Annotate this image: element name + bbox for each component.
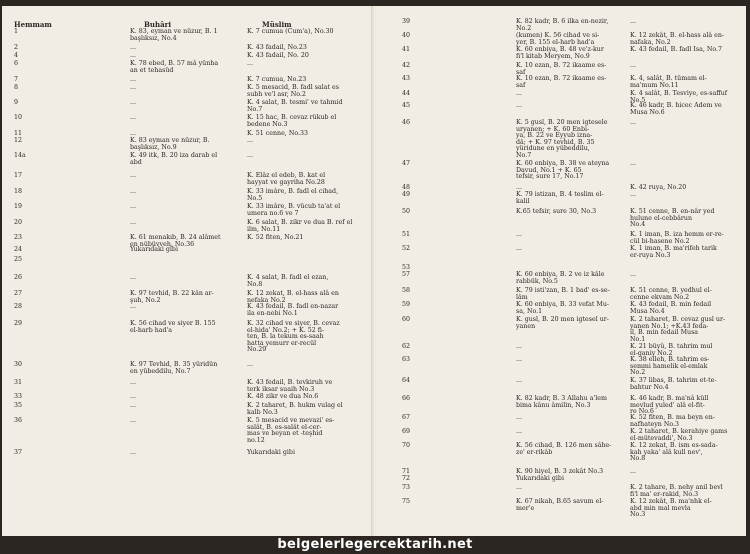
muslim-reference: K. 1 iman, B. iza hemm er-re- cül bi-hasene No.2 <box>630 231 724 245</box>
hemmam-number: 52 <box>402 245 411 252</box>
buhari-reference: K. 10 ezan, B. 72 ikaame es- saf <box>516 62 607 76</box>
buhari-reference: K. 60 enbiya, B. 48 ve'z-kur fi'l kitab Meryem, No.9 <box>516 46 604 60</box>
hemmam-number: 29 <box>14 320 23 327</box>
buhari-reference: ... <box>130 76 137 83</box>
muslim-reference: K. 4 salât, B. Tesviye, es-saffuf No.5 <box>630 90 728 104</box>
buhari-reference: K. 97 Tevhid, B. 35 yüridün en yübeddilu, No.7 <box>130 361 218 375</box>
buhari-reference: K. 97 tevhid, B. 22 kân ar- şuh, No.2 <box>130 290 214 304</box>
buhari-reference: ... <box>130 274 137 281</box>
buhari-reference: (kumen) K. 56 cihad ve si- yer, B. 155 el-harb had'a <box>516 32 600 46</box>
muslim-reference: ... <box>630 119 637 126</box>
muslim-reference: K. 7 cumua, No.23 <box>247 76 307 83</box>
buhari-reference: K. 10 ezan, B. 72 ikaame es- saf <box>516 75 607 89</box>
hemmam-number: 50 <box>402 208 411 215</box>
buhari-reference: ... <box>130 172 137 179</box>
hemmam-number: 12 <box>14 137 23 144</box>
hemmam-number: 69 <box>402 428 411 435</box>
muslim-reference: K. 43 fedail, B. fadl Isa, No.7 <box>630 46 723 53</box>
muslim-reference: ... <box>630 160 637 167</box>
buhari-reference: ... <box>130 417 137 424</box>
buhari-reference: ... <box>516 356 523 363</box>
hemmam-number: 75 <box>402 498 411 505</box>
hemmam-number: 62 <box>402 343 411 350</box>
buhari-reference: ... <box>130 303 137 310</box>
header-buhari: Buhâri <box>144 20 171 29</box>
buhari-reference: K. 82 kadr, B. 6 ilka en-nezir, No.2 <box>516 18 609 32</box>
buhari-reference: ... <box>516 245 523 252</box>
hemmam-number: 20 <box>14 219 23 226</box>
left-page <box>2 6 374 536</box>
hemmam-number: 47 <box>402 160 411 167</box>
muslim-reference: K. 33 imâre, B. vücub ta'at el umera no.6 ve 7 <box>247 203 341 217</box>
hemmam-number: 51 <box>402 231 411 238</box>
hemmam-number: 70 <box>402 442 411 449</box>
muslim-reference: K. 37 libas, B. tahrim et-te- bahtur No.4 <box>630 377 717 391</box>
buhari-reference: K. 61 menakıb, B. 24 alâmet en nübüvveh, No.36 <box>130 234 221 248</box>
hemmam-number: 7 <box>14 76 19 83</box>
hemmam-number: 67 <box>402 414 411 421</box>
muslim-reference: K. 15 hac, B. cevaz rükub el bedene No.3 <box>247 114 337 128</box>
muslim-reference: K. 7 cumua (Cum'a), No.30 <box>247 28 334 35</box>
muslim-reference: ... <box>247 361 254 368</box>
muslim-reference: ... <box>630 18 637 25</box>
hemmam-number: 8 <box>14 84 19 91</box>
muslim-reference: K. 12 zekat, B. el-hass alâ en nefaka No.2 <box>247 290 339 304</box>
buhari-reference: K. 82 kadr, B. 3 Allahu a'lem bima kânu âmilin, No.3 <box>516 395 607 409</box>
muslim-reference: K. 46 kadr, B. ma'nâ küll mevlud yuled' alâ el-fit- re No.6 <box>630 395 709 416</box>
buhari-reference: K. 90 hiyel, B. 3 zekât No.3 <box>516 468 604 475</box>
muslim-reference: K. 12 zekat, B. ism es-sada- kah yaka' alâ kull nev', No.8 <box>630 442 718 463</box>
muslim-reference: ... <box>247 137 254 144</box>
muslim-reference: ... <box>630 271 637 278</box>
buhari-reference: K.65 tefsir, sure 30, No.3 <box>516 208 597 215</box>
buhari-reference: ... <box>516 102 523 109</box>
buhari-reference: Yukarıdaki gibi <box>130 246 178 253</box>
buhari-reference: ... <box>516 343 523 350</box>
hemmam-number: 46 <box>402 119 411 126</box>
hemmam-number: 44 <box>402 90 411 97</box>
muslim-reference: K. 51 cenne, B. en-nâr yed hulune el-cebbârun No.4 <box>630 208 715 229</box>
muslim-reference: K. 48 zikr ve dua No.6 <box>247 393 319 400</box>
hemmam-number: 14a <box>14 152 26 159</box>
muslim-reference: ... <box>630 62 637 69</box>
buhari-reference: K. 60 enbiya, B. 2 ve iz kâle rabbük, No.5 <box>516 271 605 285</box>
hemmam-number: 39 <box>402 18 411 25</box>
hemmam-number: 60 <box>402 316 411 323</box>
hemmam-number: 66 <box>402 395 411 402</box>
hemmam-number: 41 <box>402 46 411 53</box>
hemmam-number: 18 <box>14 188 23 195</box>
buhari-reference: ... <box>130 44 137 51</box>
header-hemmam: Hemmam <box>14 20 52 29</box>
hemmam-number: 73 <box>402 484 411 491</box>
muslim-reference: K. 46 kadr, B. hicec Adem ve Musa No.6 <box>630 102 722 116</box>
buhari-reference: K. 5 gusl, B. 20 men igtesele uryanen; + K. 60 Enbi- ya, B. 22 ve Eyyub izna- dâ; + K. 97 tevhid, B. 35 yüridune en yübeddilu, No.7 <box>516 119 608 159</box>
buhari-reference: K. 56 cihad ve siyer B. 155 el-harb had'a <box>130 320 216 334</box>
buhari-reference: K. 83 eyman ve nüzur, B. başlıksız, No.9 <box>130 137 210 151</box>
buhari-reference: K. 56 cihad, B. 126 men sâhe- ze' er-rikâb <box>516 442 612 456</box>
hemmam-number: 11 <box>14 130 23 137</box>
muslim-reference: K. 43 fadail, No.23 <box>247 44 307 51</box>
buhari-reference: ... <box>516 484 523 491</box>
buhari-reference: K. 79 isti'zan, B. 1 bad' es-se- lâm <box>516 287 610 301</box>
hemmam-number: 57 <box>402 271 411 278</box>
hemmam-number: 1 <box>14 28 19 35</box>
hemmam-number: 72 <box>402 475 411 482</box>
hemmam-number: 23 <box>14 234 23 241</box>
muslim-reference: K. 4 salat, B. fadl el ezan, No.8 <box>247 274 329 288</box>
muslim-reference: K. 4 salat, B. tesmi' ve tahmid No.7 <box>247 99 343 113</box>
muslim-reference: K. 4, salât, B. tümam el- ma'mum No.11 <box>630 75 707 89</box>
muslim-reference: K. 5 mesacid, B. fadl salat es subh ve'l asr, No.2 <box>247 84 339 98</box>
hemmam-number: 64 <box>402 377 411 384</box>
buhari-reference: K. 49 itk, B. 20 iza darab el abd <box>130 152 218 166</box>
muslim-reference: K. 1 iman, B. ma'rifeh tarik er-ruya No.3 <box>630 245 717 259</box>
hemmam-number: 4 <box>14 52 19 59</box>
muslim-reference: K. 33 imâre, B. fadl el cihad, No.5 <box>247 188 339 202</box>
hemmam-number: 71 <box>402 468 411 475</box>
muslim-reference: Yukarıdaki gibi <box>247 449 295 456</box>
muslim-reference: K. 52 fiten, No.21 <box>247 234 304 241</box>
hemmam-number: 37 <box>14 449 23 456</box>
muslim-reference: K. 6 salat, B. zikr ve dua B. ref el ilm, No.11 <box>247 219 353 233</box>
hemmam-number: 25 <box>14 256 23 263</box>
hemmam-number: 24 <box>14 246 23 253</box>
buhari-reference: ... <box>516 428 523 435</box>
hemmam-number: 26 <box>14 274 23 281</box>
buhari-reference: Yukarıdaki gibi <box>516 475 564 482</box>
hemmam-number: 10 <box>14 114 23 121</box>
muslim-reference: K. 12 zekât, B. el-hass alâ en- nafaka, No.2 <box>630 32 725 46</box>
muslim-reference: K. 43 fadail, No. 20 <box>247 52 309 59</box>
buhari-reference: ... <box>516 184 523 191</box>
hemmam-number: 2 <box>14 44 19 51</box>
muslim-reference: K. 21 büyû, B. tahrim mul el-ganiy No.2 <box>630 343 713 357</box>
muslim-reference: K. 42 ruya, No.20 <box>630 184 687 191</box>
muslim-reference: K. 43 fedail, B. min fedail Musa No.4 <box>630 301 712 315</box>
buhari-reference: K. 67 nikah, B.65 savum el- mer'e <box>516 498 604 512</box>
buhari-reference: ... <box>130 52 137 59</box>
hemmam-number: 19 <box>14 203 23 210</box>
hemmam-number: 33 <box>14 393 23 400</box>
hemmam-number: 48 <box>402 184 411 191</box>
buhari-reference: ... <box>130 449 137 456</box>
buhari-reference: K. 60 enbiya, B. 38 ve ateyna Davud, No.1 + K. 65 tefsir, sure 17, No.17 <box>516 160 610 181</box>
muslim-reference: ... <box>247 152 254 159</box>
hemmam-number: 17 <box>14 172 23 179</box>
header-muslim: Müslim <box>262 20 292 29</box>
hemmam-number: 36 <box>14 417 23 424</box>
muslim-reference: K. 52 fiten, B. ma beyn en- nafhateyn No.3 <box>630 414 715 428</box>
hemmam-number: 6 <box>14 60 19 67</box>
muslim-reference: K. 2 taharet, B. cevaz gusl ur- yanen No.1; +K.43 feda- il, B. min fedail Musa No.1 <box>630 316 726 343</box>
hemmam-number: 58 <box>402 287 411 294</box>
muslim-reference: K. 38 elleh, B. tahrim es- semmi hamelik el-emlak No.2 <box>630 356 710 377</box>
muslim-reference: ... <box>247 60 254 67</box>
muslim-reference: K. 2 taharet, B. hukm vulag el kalb No.3 <box>247 402 343 416</box>
buhari-reference: ... <box>130 203 137 210</box>
buhari-reference: ... <box>130 219 137 226</box>
muslim-reference: K. 12 zekât, B. ma'nhk el- abd min mal mevla No.3 <box>630 498 712 519</box>
muslim-reference: ... <box>630 191 637 198</box>
buhari-reference: K. 83, eyman ve nüzur, B. 1 başlıksız, No.4 <box>130 28 218 42</box>
buhari-reference: ... <box>516 414 523 421</box>
muslim-reference: K. 2 tahare, B. nehy anil bevl fi'l ma' er-rakid, No.3 <box>630 484 723 498</box>
buhari-reference: K. gusl, B. 20 men igtesel ur- yanen <box>516 316 609 330</box>
buhari-reference: ... <box>130 393 137 400</box>
hemmam-number: 31 <box>14 379 23 386</box>
hemmam-number: 49 <box>402 191 411 198</box>
hemmam-number: 53 <box>402 264 411 271</box>
muslim-reference: K. 43 fedail, B. fadl en-nazar ila en-nebi No.1 <box>247 303 339 317</box>
muslim-reference: K. 43 fedail, B. tevkiruh ve terk iksar suaih No.3 <box>247 379 333 393</box>
buhari-reference: ... <box>130 114 137 121</box>
watermark: belgelerlegercektarih.net <box>277 537 473 552</box>
buhari-reference: ... <box>130 379 137 386</box>
buhari-reference: ... <box>130 130 137 137</box>
buhari-reference: ... <box>516 90 523 97</box>
buhari-reference: ... <box>130 402 137 409</box>
muslim-reference: K. 51 cenne, No.33 <box>247 130 309 137</box>
muslim-reference: ... <box>630 468 637 475</box>
hemmam-number: 59 <box>402 301 411 308</box>
right-page <box>376 6 746 536</box>
buhari-reference: ... <box>130 99 137 106</box>
hemmam-number: 63 <box>402 356 411 363</box>
buhari-reference: ... <box>516 377 523 384</box>
muslim-reference: K. 51 cenne, B. yedhul el- cenne ekvam No.2 <box>630 287 712 301</box>
buhari-reference: K. 79 istizan, B. 4 teslim el- kalil <box>516 191 604 205</box>
buhari-reference: ... <box>516 231 523 238</box>
hemmam-number: 30 <box>14 361 23 368</box>
buhari-reference: K. 60 enbiya, B. 33 vefat Mu- sa, No.1 <box>516 301 610 315</box>
muslim-reference: K. Elâz el edeb, B. kat el hayyat ve gayriha No.28 <box>247 172 326 186</box>
hemmam-number: 9 <box>14 99 19 106</box>
muslim-reference: K. 32 cihad ve siyer, B. cevaz el-hida' No.2; + K. 52 fi- ten, B. la tekum es-saah hatta yemurr er-recül No.29 <box>247 320 340 354</box>
hemmam-number: 45 <box>402 102 411 109</box>
muslim-reference: K. 5 mesacid ve mevazi' es- salât, B. es-salât el-cer- mas ve beyan et -teşhid no.12 <box>247 417 335 444</box>
hemmam-number: 43 <box>402 75 411 82</box>
hemmam-number: 40 <box>402 32 411 39</box>
buhari-reference: ... <box>130 84 137 91</box>
buhari-reference: K. 78 ebed, B. 57 mâ yünha an et tehasüd <box>130 60 219 74</box>
hemmam-number: 28 <box>14 303 23 310</box>
hemmam-number: 27 <box>14 290 23 297</box>
hemmam-number: 35 <box>14 402 23 409</box>
hemmam-number: 42 <box>402 62 411 69</box>
muslim-reference: K. 2 taharet, B. kerahiye gams el-mütevaddi', No.3 <box>630 428 728 442</box>
buhari-reference: ... <box>130 188 137 195</box>
